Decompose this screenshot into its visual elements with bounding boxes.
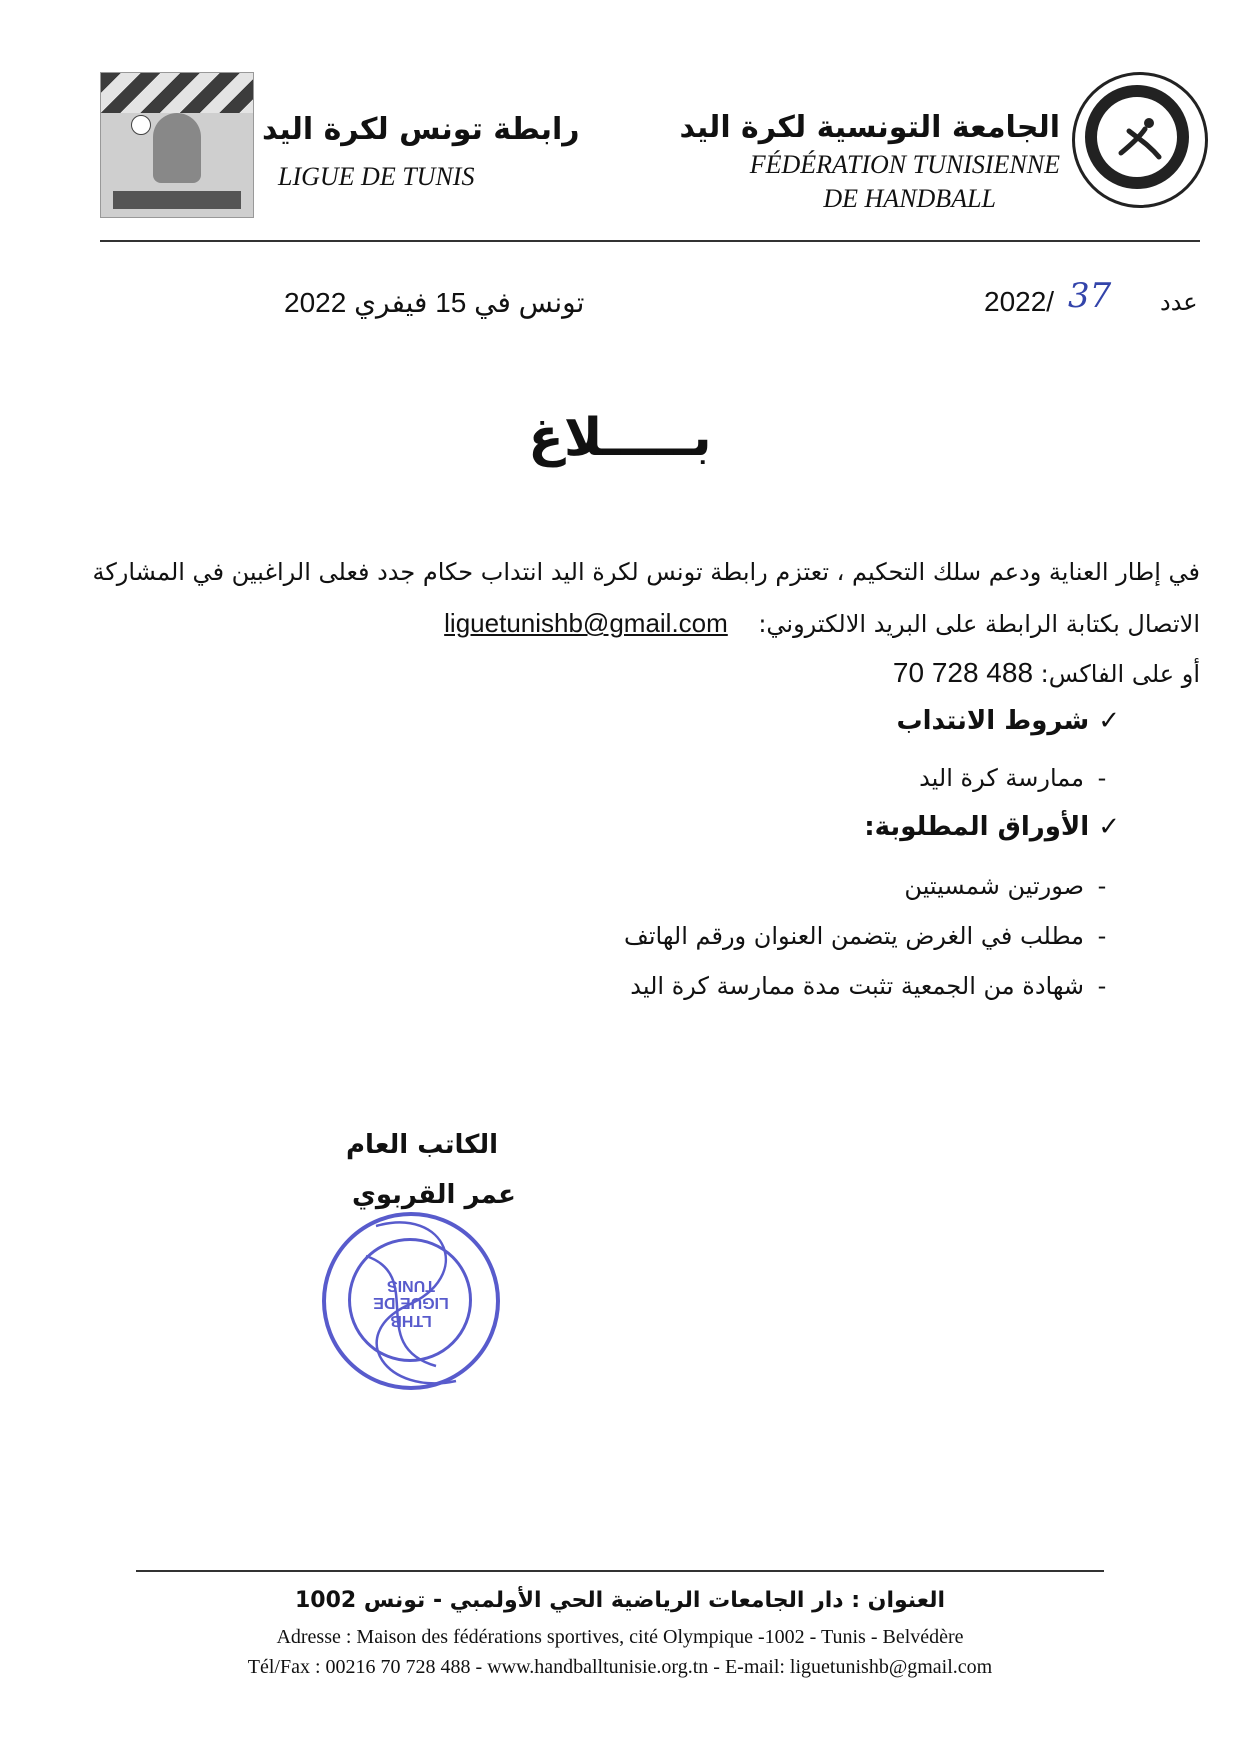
- player-figure-icon: [153, 113, 201, 183]
- signature-scribble-icon: [306, 1196, 516, 1406]
- footer-contact: Tél/Fax : 00216 70 728 488 - www.handballtunisie.org.tn - E-mail: liguetunishb@gmail.com: [247, 1656, 993, 1678]
- league-name-fr: LIGUE DE TUNIS: [278, 162, 475, 191]
- email-link[interactable]: liguetunishb@gmail.com: [444, 608, 728, 638]
- list-item: -مطلب في الغرض يتضمن العنوان ورقم الهاتف: [624, 922, 1120, 950]
- league-logo: [100, 72, 254, 218]
- list-item: -ممارسة كرة اليد: [919, 764, 1120, 792]
- federation-name-ar: الجامعة التونسية لكرة اليد: [679, 110, 1060, 145]
- reference-year: 2022/: [984, 286, 1055, 317]
- footer-divider: [136, 1570, 1104, 1572]
- check-icon: ✓: [1089, 706, 1120, 736]
- list-item: -صورتين شمسيتين: [904, 872, 1120, 900]
- list-item: -شهادة من الجمعية تثبت مدة ممارسة كرة اليد: [630, 972, 1120, 1000]
- stamp-text: LTHB LIGUE DE TUNIS: [373, 1276, 449, 1329]
- logo-caption-band: [113, 191, 241, 209]
- federation-name-fr-line1: FÉDÉRATION TUNISIENNE: [749, 150, 1060, 179]
- body-line-3: [60, 656, 1200, 690]
- section-heading-documents: ✓ الأوراق المطلوبة:: [864, 812, 1120, 842]
- federation-name-fr-line2: DE HANDBALL: [823, 184, 996, 213]
- reference-label: عدد: [1160, 289, 1198, 316]
- federation-emblem-icon: [1072, 72, 1208, 208]
- footer-address-fr: Adresse : Maison des fédérations sportives, cité Olympique -1002 - Tunis - Belvédère: [276, 1626, 964, 1648]
- dash-bullet: -: [1097, 972, 1107, 1000]
- dash-bullet: -: [1097, 922, 1107, 950]
- body-line-2: [60, 608, 1200, 639]
- signatory-name: عمر القربوي: [352, 1180, 516, 1210]
- signatory-title: الكاتب العام: [346, 1130, 499, 1160]
- ball-icon: [131, 115, 151, 135]
- place-date: تونس في 15 فيفري 2022: [284, 287, 585, 318]
- body-line-1: في إطار العناية ودعم سلك التحكيم ، تعتزم رابطة تونس لكرة اليد انتداب حكام جدد فعلى الراغبين في المشاركة: [92, 558, 1200, 586]
- league-name-ar: رابطة تونس لكرة اليد: [262, 112, 580, 147]
- email-label: الاتصال بكتابة الرابطة على البريد الالكتروني:: [758, 610, 1200, 638]
- fax-number: 70 728 488: [892, 657, 1034, 688]
- handball-player-icon: [1115, 113, 1165, 163]
- dash-bullet: -: [1097, 872, 1107, 900]
- notice-title: بـــــلاغ: [528, 408, 712, 468]
- reference-number-handwritten: 37: [1068, 276, 1112, 316]
- dash-bullet: -: [1097, 764, 1107, 792]
- logo-stripe: [101, 73, 253, 113]
- check-icon: ✓: [1089, 812, 1120, 842]
- header-divider: [100, 240, 1200, 242]
- fax-label: أو على الفاكس:: [1040, 660, 1200, 688]
- official-stamp: [322, 1212, 500, 1390]
- section-heading-conditions: ✓ شروط الانتداب: [896, 706, 1120, 736]
- footer-address-ar: العنوان : دار الجامعات الرياضية الحي الأولمبي - تونس 1002: [295, 1588, 945, 1613]
